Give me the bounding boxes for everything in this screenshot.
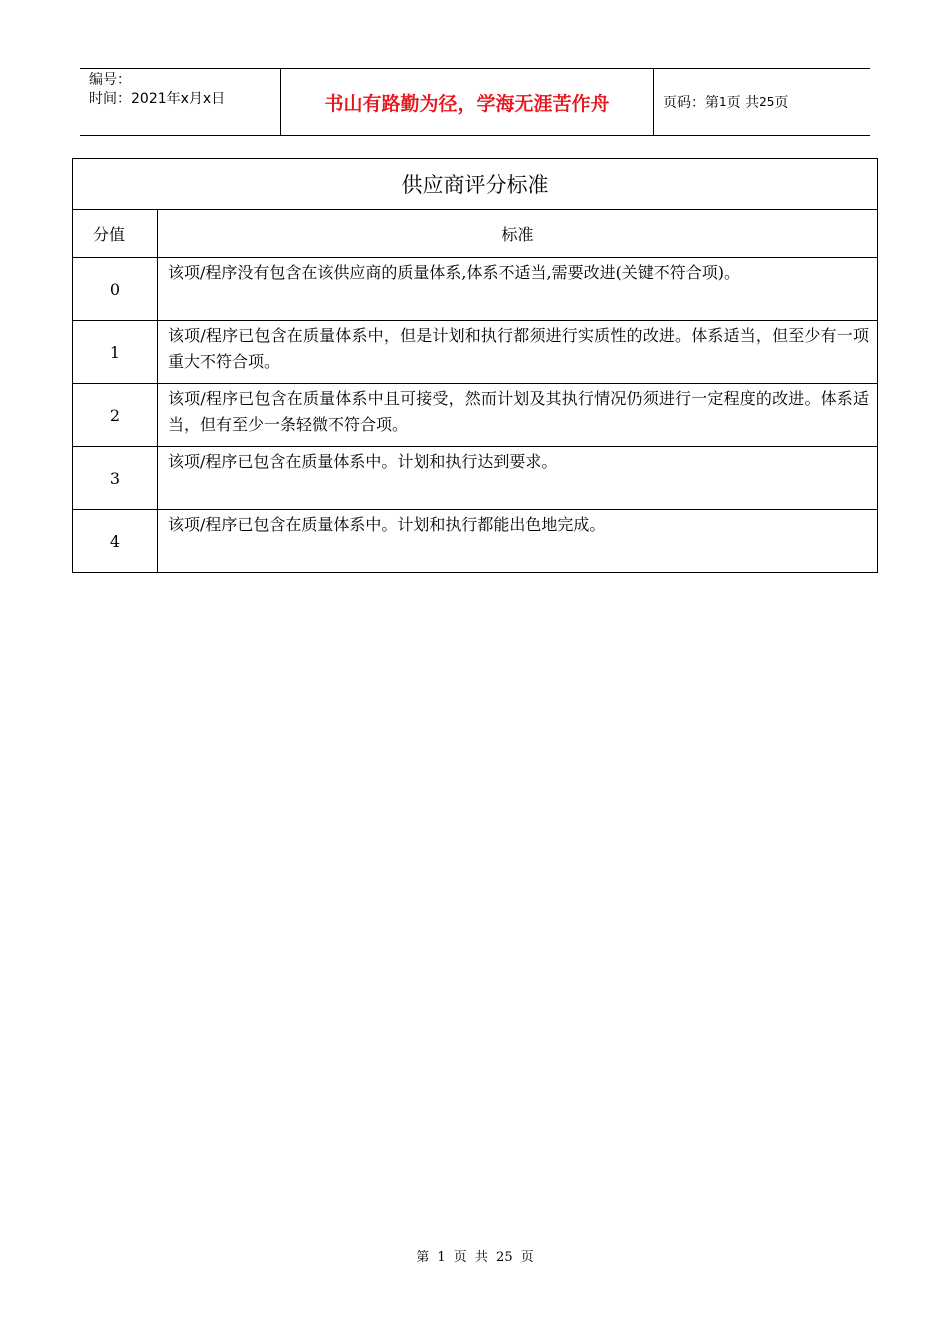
score-cell: 2 xyxy=(73,384,158,447)
criteria-cell: 该项/程序已包含在质量体系中，但是计划和执行都须进行实质性的改进。体系适当，但至少有一项重大不符合项。 xyxy=(158,321,878,384)
date-label: 时间：2021年x月x日 xyxy=(89,91,226,107)
column-header-standard: 标准 xyxy=(158,210,878,258)
table-header-row xyxy=(73,210,878,258)
page-prefix: 页码：第 xyxy=(663,95,719,111)
table-row xyxy=(73,384,878,447)
page-header xyxy=(80,68,870,136)
criteria-cell: 该项/程序已包含在质量体系中。计划和执行都能出色地完成。 xyxy=(158,510,878,573)
column-header-score: 分值 xyxy=(73,210,158,258)
page-current: 1 xyxy=(719,95,727,109)
table-title: 供应商评分标准 xyxy=(73,159,878,210)
doc-number-label: 编号： xyxy=(89,72,131,88)
header-info xyxy=(80,69,281,135)
criteria-table xyxy=(72,158,878,573)
table-row xyxy=(73,321,878,384)
header-motto: 书山有路勤为径，学海无涯苦作舟 xyxy=(281,69,654,135)
table-title-row xyxy=(73,159,878,210)
score-cell: 0 xyxy=(73,258,158,321)
page-footer: 第 1 页 共 25 页 xyxy=(416,1250,534,1265)
table-row xyxy=(73,447,878,510)
criteria-cell: 该项/程序已包含在质量体系中且可接受，然而计划及其执行情况仍须进行一定程度的改进。体系适当，但有至少一条轻微不符合项。 xyxy=(158,384,878,447)
criteria-cell: 该项/程序没有包含在该供应商的质量体系,体系不适当,需要改进(关键不符合项)。 xyxy=(158,258,878,321)
score-cell: 4 xyxy=(73,510,158,573)
table-row xyxy=(73,258,878,321)
table-row xyxy=(73,510,878,573)
page-mid: 页 共 xyxy=(726,95,760,111)
score-cell: 1 xyxy=(73,321,158,384)
page-total: 25 xyxy=(759,95,775,109)
header-page-info xyxy=(654,69,870,135)
score-cell: 3 xyxy=(73,447,158,510)
criteria-cell: 该项/程序已包含在质量体系中。计划和执行达到要求。 xyxy=(158,447,878,510)
page-suffix: 页 xyxy=(774,95,789,111)
